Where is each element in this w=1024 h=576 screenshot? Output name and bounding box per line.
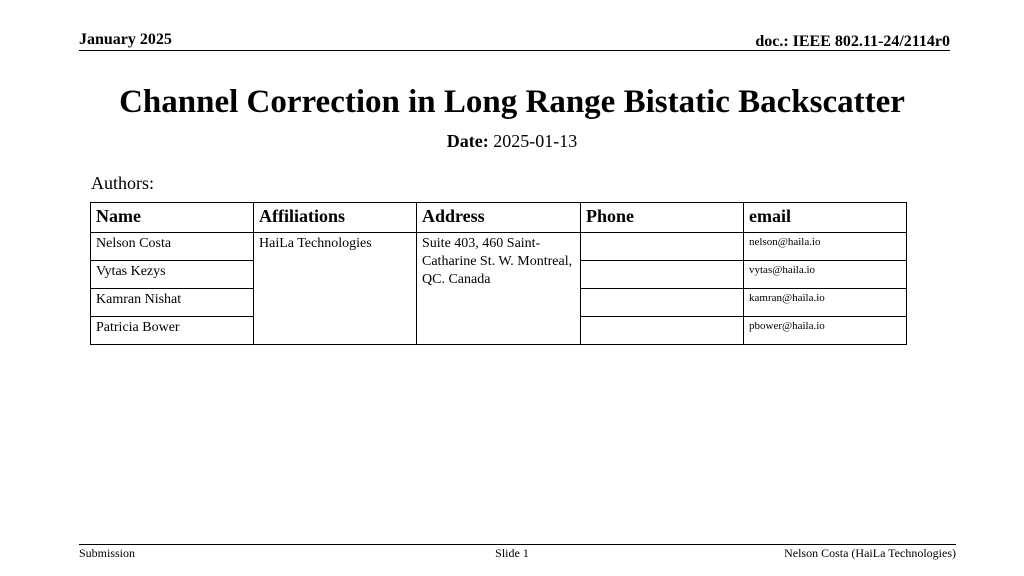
column-header-phone: Phone <box>581 203 744 233</box>
author-phone <box>581 261 744 289</box>
column-header-affiliations: Affiliations <box>254 203 417 233</box>
author-phone <box>581 289 744 317</box>
footer-slide-number: Slide 1 <box>495 546 529 560</box>
date-value: 2025-01-13 <box>493 131 578 151</box>
slide-title: Channel Correction in Long Range Bistatic Backscatter <box>119 84 905 120</box>
author-name: Vytas Kezys <box>91 261 254 289</box>
table-header-row <box>91 203 907 233</box>
author-phone <box>581 233 744 261</box>
author-name: Patricia Bower <box>91 317 254 345</box>
author-email: vytas@haila.io <box>744 261 907 289</box>
column-header-name: Name <box>91 203 254 233</box>
footer-submission: Submission <box>79 546 136 560</box>
author-affiliation: HaiLa Technologies <box>254 233 417 345</box>
authors-label: Authors: <box>91 173 154 193</box>
header-doc-id: doc.: IEEE 802.11-24/2114r0 <box>755 33 950 50</box>
table-row <box>91 233 907 261</box>
column-header-email: email <box>744 203 907 233</box>
author-address: Suite 403, 460 Saint-Catharine St. W. Montreal, QC. Canada <box>417 233 581 345</box>
author-email: kamran@haila.io <box>744 289 907 317</box>
column-header-address: Address <box>417 203 581 233</box>
author-name: Kamran Nishat <box>91 289 254 317</box>
header-divider <box>79 50 950 51</box>
author-email: nelson@haila.io <box>744 233 907 261</box>
footer-author: Nelson Costa (HaiLa Technologies) <box>784 546 956 560</box>
footer-divider <box>79 544 956 545</box>
header-date: January 2025 <box>79 31 172 48</box>
author-phone <box>581 317 744 345</box>
date-line <box>0 131 1024 152</box>
date-label: Date: <box>446 131 489 151</box>
author-email: pbower@haila.io <box>744 317 907 345</box>
authors-table <box>90 202 907 345</box>
author-name: Nelson Costa <box>91 233 254 261</box>
